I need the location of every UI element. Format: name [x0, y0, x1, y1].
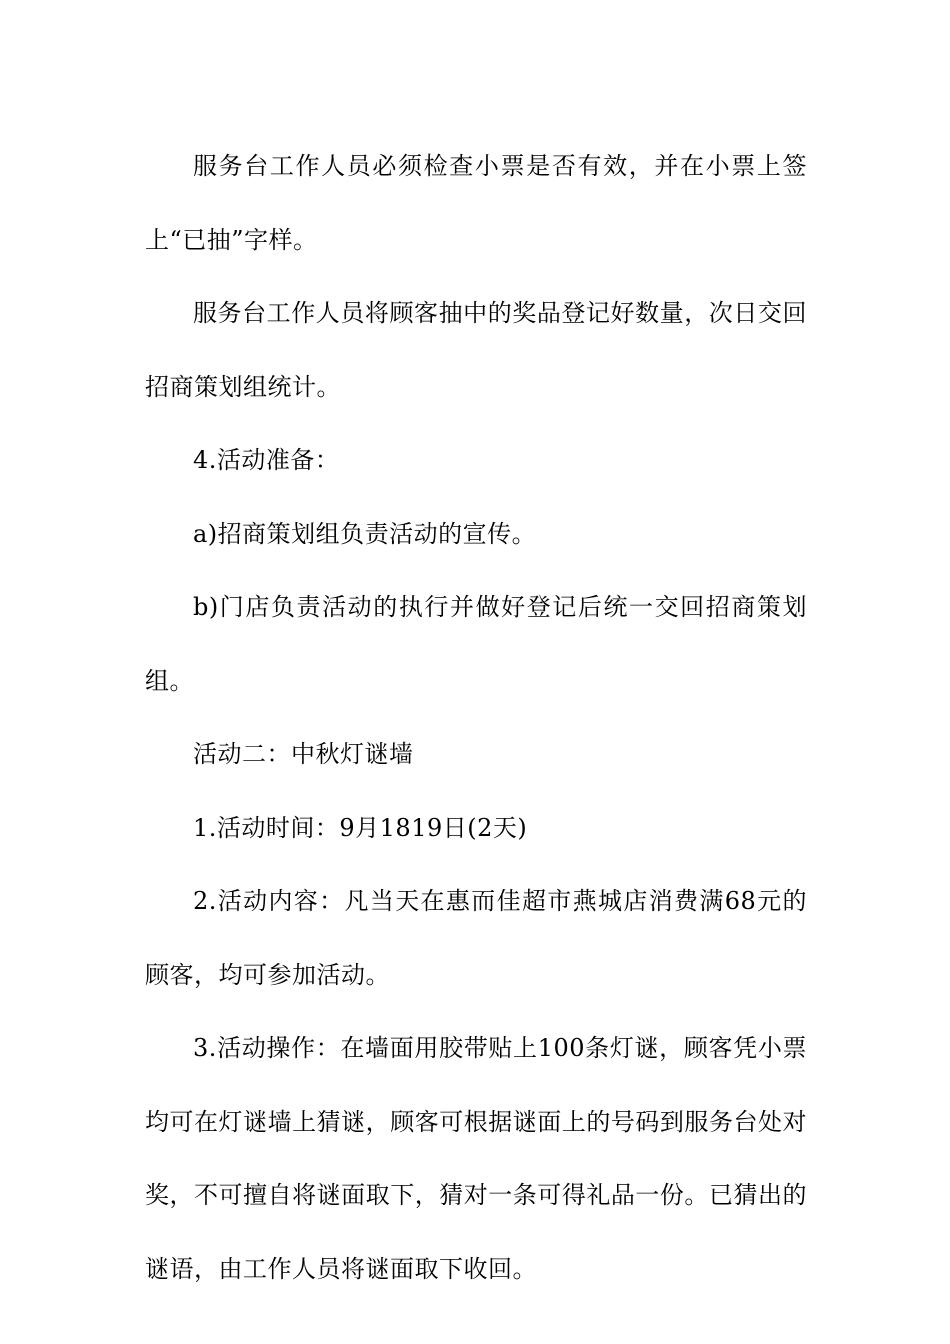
paragraph-activity-operation: 3.活动操作：在墙面用胶带贴上100条灯谜，顾客凭小票均可在灯谜墙上猜谜，顾客可根据谜面上的号码到服务台处对奖，不可擅自将谜面取下，猜对一条可得礼品一份。已猜出的谜语，由工作人员将谜面取下收回。 [145, 1034, 807, 1283]
paragraph-activity-content: 2.活动内容：凡当天在惠而佳超市燕城店消费满68元的顾客，均可参加活动。 [145, 887, 807, 989]
paragraph-preparation-b: b)门店负责活动的执行并做好登记后统一交回招商策划组。 [145, 593, 807, 695]
paragraph-ticket-check: 服务台工作人员必须检查小票是否有效，并在小票上签上“已抽”字样。 [145, 152, 807, 254]
paragraph-activity-two-heading: 活动二：中秋灯谜墙 [193, 740, 414, 768]
document-body [145, 130, 807, 1306]
paragraph-preparation-heading: 4.活动准备： [193, 446, 340, 474]
paragraph-prize-registration: 服务台工作人员将顾客抽中的奖品登记好数量，次日交回招商策划组统计。 [145, 299, 807, 401]
paragraph-preparation-a: a)招商策划组负责活动的宣传。 [193, 519, 537, 548]
paragraph-activity-time: 1.活动时间：9月1819日(2天) [193, 813, 528, 842]
